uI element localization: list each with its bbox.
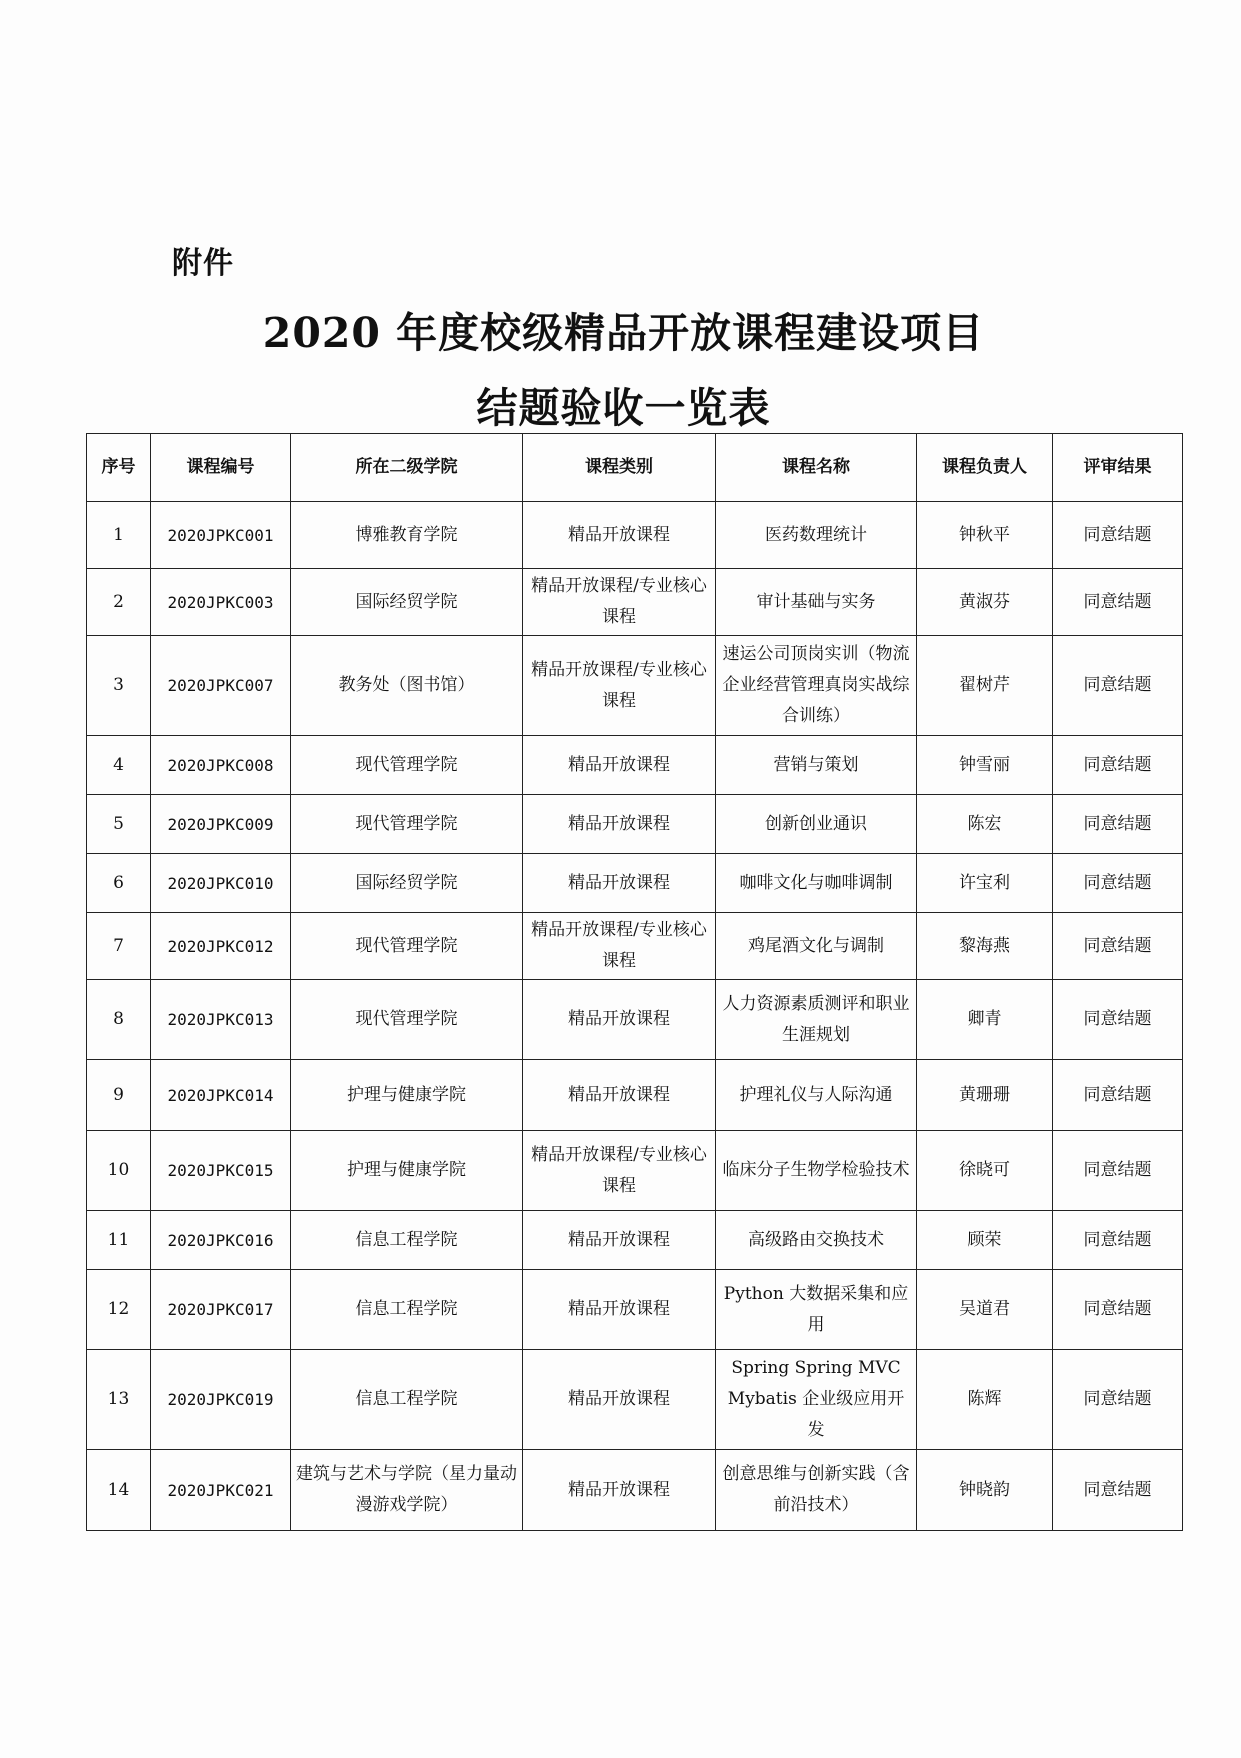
table-row — [87, 502, 1183, 569]
cell-result: 同意结题 — [1053, 636, 1183, 736]
table-row — [87, 736, 1183, 795]
table-row — [87, 569, 1183, 636]
cell-name: Spring Spring MVC Mybatis 企业级应用开发 — [716, 1350, 917, 1450]
cell-result: 同意结题 — [1053, 502, 1183, 569]
cell-name: 护理礼仪与人际沟通 — [716, 1060, 917, 1131]
cell-code: 2020JPKC010 — [151, 854, 291, 913]
table-row — [87, 795, 1183, 854]
cell-lead: 陈辉 — [917, 1350, 1053, 1450]
cell-lead: 翟树芹 — [917, 636, 1053, 736]
cell-result: 同意结题 — [1053, 913, 1183, 980]
cell-type: 精品开放课程 — [523, 502, 716, 569]
cell-college: 国际经贸学院 — [291, 854, 523, 913]
cell-name: 高级路由交换技术 — [716, 1211, 917, 1270]
cell-name: Python 大数据采集和应用 — [716, 1270, 917, 1350]
header-name: 课程名称 — [716, 434, 917, 502]
cell-lead: 钟雪丽 — [917, 736, 1053, 795]
cell-name: 临床分子生物学检验技术 — [716, 1131, 917, 1211]
cell-lead: 顾荣 — [917, 1211, 1053, 1270]
cell-no: 1 — [87, 502, 151, 569]
header-lead: 课程负责人 — [917, 434, 1053, 502]
cell-lead: 陈宏 — [917, 795, 1053, 854]
table-row — [87, 1450, 1183, 1531]
cell-college: 信息工程学院 — [291, 1350, 523, 1450]
table-row — [87, 1211, 1183, 1270]
cell-type: 精品开放课程 — [523, 795, 716, 854]
cell-name: 人力资源素质测评和职业生涯规划 — [716, 980, 917, 1060]
cell-no: 7 — [87, 913, 151, 980]
cell-code: 2020JPKC017 — [151, 1270, 291, 1350]
cell-no: 9 — [87, 1060, 151, 1131]
cell-college: 护理与健康学院 — [291, 1131, 523, 1211]
cell-result: 同意结题 — [1053, 1350, 1183, 1450]
cell-no: 4 — [87, 736, 151, 795]
cell-lead: 钟秋平 — [917, 502, 1053, 569]
cell-code: 2020JPKC015 — [151, 1131, 291, 1211]
cell-lead: 许宝利 — [917, 854, 1053, 913]
cell-college: 教务处（图书馆） — [291, 636, 523, 736]
cell-college: 国际经贸学院 — [291, 569, 523, 636]
cell-college: 信息工程学院 — [291, 1211, 523, 1270]
cell-name: 咖啡文化与咖啡调制 — [716, 854, 917, 913]
cell-name: 审计基础与实务 — [716, 569, 917, 636]
cell-lead: 吴道君 — [917, 1270, 1053, 1350]
header-type: 课程类别 — [523, 434, 716, 502]
results-table — [86, 433, 1183, 1531]
cell-no: 12 — [87, 1270, 151, 1350]
table-header-row — [87, 434, 1183, 502]
cell-result: 同意结题 — [1053, 736, 1183, 795]
cell-type: 精品开放课程/专业核心课程 — [523, 636, 716, 736]
cell-name: 创新创业通识 — [716, 795, 917, 854]
cell-name: 医药数理统计 — [716, 502, 917, 569]
cell-no: 8 — [87, 980, 151, 1060]
cell-college: 博雅教育学院 — [291, 502, 523, 569]
cell-college: 现代管理学院 — [291, 980, 523, 1060]
cell-college: 护理与健康学院 — [291, 1060, 523, 1131]
cell-no: 13 — [87, 1350, 151, 1450]
cell-result: 同意结题 — [1053, 980, 1183, 1060]
cell-result: 同意结题 — [1053, 1270, 1183, 1350]
cell-college: 信息工程学院 — [291, 1270, 523, 1350]
cell-type: 精品开放课程/专业核心课程 — [523, 913, 716, 980]
cell-code: 2020JPKC007 — [151, 636, 291, 736]
document-subtitle: 结题验收一览表 — [476, 384, 771, 432]
cell-type: 精品开放课程 — [523, 736, 716, 795]
cell-code: 2020JPKC009 — [151, 795, 291, 854]
table-row — [87, 636, 1183, 736]
cell-result: 同意结题 — [1053, 854, 1183, 913]
cell-type: 精品开放课程 — [523, 1350, 716, 1450]
cell-code: 2020JPKC001 — [151, 502, 291, 569]
table-row — [87, 980, 1183, 1060]
cell-lead: 钟晓韵 — [917, 1450, 1053, 1531]
header-code: 课程编号 — [151, 434, 291, 502]
cell-code: 2020JPKC008 — [151, 736, 291, 795]
cell-type: 精品开放课程 — [523, 1211, 716, 1270]
table-row — [87, 1060, 1183, 1131]
cell-college: 现代管理学院 — [291, 913, 523, 980]
cell-code: 2020JPKC021 — [151, 1450, 291, 1531]
cell-type: 精品开放课程/专业核心课程 — [523, 1131, 716, 1211]
cell-code: 2020JPKC016 — [151, 1211, 291, 1270]
cell-code: 2020JPKC012 — [151, 913, 291, 980]
cell-no: 5 — [87, 795, 151, 854]
header-no: 序号 — [87, 434, 151, 502]
table-row — [87, 913, 1183, 980]
cell-type: 精品开放课程 — [523, 980, 716, 1060]
cell-lead: 卿青 — [917, 980, 1053, 1060]
attachment-label: 附件 — [172, 246, 234, 281]
cell-result: 同意结题 — [1053, 1060, 1183, 1131]
cell-college: 建筑与艺术与学院（星力量动漫游戏学院） — [291, 1450, 523, 1531]
table-row — [87, 854, 1183, 913]
cell-type: 精品开放课程 — [523, 1450, 716, 1531]
header-result: 评审结果 — [1053, 434, 1183, 502]
cell-result: 同意结题 — [1053, 1211, 1183, 1270]
cell-name: 营销与策划 — [716, 736, 917, 795]
cell-no: 10 — [87, 1131, 151, 1211]
cell-result: 同意结题 — [1053, 1131, 1183, 1211]
cell-college: 现代管理学院 — [291, 795, 523, 854]
document-title: 2020 年度校级精品开放课程建设项目 — [262, 309, 985, 357]
cell-no: 3 — [87, 636, 151, 736]
cell-type: 精品开放课程 — [523, 854, 716, 913]
cell-result: 同意结题 — [1053, 795, 1183, 854]
table-row — [87, 1131, 1183, 1211]
cell-type: 精品开放课程 — [523, 1060, 716, 1131]
cell-name: 鸡尾酒文化与调制 — [716, 913, 917, 980]
header-college: 所在二级学院 — [291, 434, 523, 502]
cell-lead: 徐晓可 — [917, 1131, 1053, 1211]
cell-no: 6 — [87, 854, 151, 913]
cell-code: 2020JPKC014 — [151, 1060, 291, 1131]
cell-name: 创意思维与创新实践（含前沿技术） — [716, 1450, 917, 1531]
cell-college: 现代管理学院 — [291, 736, 523, 795]
table-row — [87, 1270, 1183, 1350]
cell-type: 精品开放课程 — [523, 1270, 716, 1350]
cell-type: 精品开放课程/专业核心课程 — [523, 569, 716, 636]
cell-name: 速运公司顶岗实训（物流企业经营管理真岗实战综合训练） — [716, 636, 917, 736]
cell-lead: 黄淑芬 — [917, 569, 1053, 636]
cell-lead: 黄珊珊 — [917, 1060, 1053, 1131]
cell-code: 2020JPKC003 — [151, 569, 291, 636]
cell-lead: 黎海燕 — [917, 913, 1053, 980]
cell-no: 14 — [87, 1450, 151, 1531]
cell-result: 同意结题 — [1053, 569, 1183, 636]
cell-code: 2020JPKC019 — [151, 1350, 291, 1450]
cell-no: 2 — [87, 569, 151, 636]
cell-result: 同意结题 — [1053, 1450, 1183, 1531]
table-row — [87, 1350, 1183, 1450]
cell-code: 2020JPKC013 — [151, 980, 291, 1060]
cell-no: 11 — [87, 1211, 151, 1270]
